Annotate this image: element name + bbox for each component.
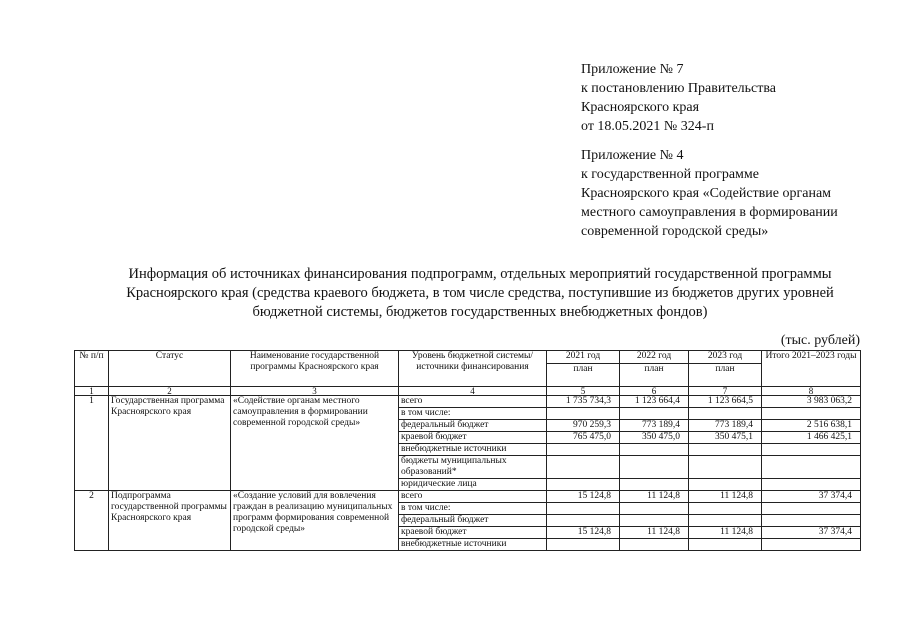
value-2022-cell: 1 123 664,4 xyxy=(620,396,689,408)
value-total-cell xyxy=(762,479,861,491)
value-2021-cell: 15 124,8 xyxy=(547,491,620,503)
column-number: 6 xyxy=(620,387,689,396)
value-2021-cell: 1 735 734,3 xyxy=(547,396,620,408)
appendix-7-line: к постановлению Правительства xyxy=(581,81,777,96)
column-number: 1 xyxy=(75,387,109,396)
value-2021-cell xyxy=(547,456,620,479)
header-plan: план xyxy=(547,364,620,387)
value-2023-cell xyxy=(689,539,762,551)
value-2022-cell xyxy=(620,408,689,420)
row-number: 2 xyxy=(75,491,109,551)
column-number: 7 xyxy=(689,387,762,396)
value-total-cell: 3 983 063,2 xyxy=(762,396,861,408)
budget-level-cell: в том числе: xyxy=(399,503,547,515)
header-total: Итого 2021–2023 годы xyxy=(762,351,861,387)
header-plan: план xyxy=(689,364,762,387)
value-2022-cell: 773 189,4 xyxy=(620,420,689,432)
budget-level-cell: бюджеты муниципальных образований* xyxy=(399,456,547,479)
value-total-cell xyxy=(762,456,861,479)
budget-level-cell: в том числе: xyxy=(399,408,547,420)
value-2023-cell xyxy=(689,408,762,420)
appendix-4-line: Красноярского края «Содействие органам xyxy=(581,186,832,201)
value-2022-cell xyxy=(620,479,689,491)
value-2023-cell: 773 189,4 xyxy=(689,420,762,432)
value-total-cell xyxy=(762,539,861,551)
value-2023-cell xyxy=(689,515,762,527)
header-name: Наименование государственной программы Красноярского края xyxy=(231,351,399,387)
budget-level-cell: всего xyxy=(399,491,547,503)
appendix-4-line: к государственной программе xyxy=(581,167,759,182)
header-plan: план xyxy=(620,364,689,387)
value-total-cell xyxy=(762,444,861,456)
row-status: Государственная программа Красноярского края xyxy=(109,396,231,491)
value-2021-cell xyxy=(547,539,620,551)
header-2022: 2022 год xyxy=(620,351,689,364)
value-2021-cell: 765 475,0 xyxy=(547,432,620,444)
value-2022-cell xyxy=(620,444,689,456)
value-2021-cell xyxy=(547,444,620,456)
value-total-cell: 37 374,4 xyxy=(762,491,861,503)
value-total-cell xyxy=(762,515,861,527)
appendix-7-block xyxy=(581,60,776,136)
value-2022-cell: 11 124,8 xyxy=(620,491,689,503)
budget-level-cell: внебюджетные источники xyxy=(399,444,547,456)
budget-level-cell: всего xyxy=(399,396,547,408)
value-2021-cell xyxy=(547,503,620,515)
header-level: Уровень бюджетной системы/источники финансирования xyxy=(399,351,547,387)
value-2022-cell xyxy=(620,539,689,551)
budget-level-cell: юридические лица xyxy=(399,479,547,491)
value-2022-cell xyxy=(620,503,689,515)
value-2022-cell xyxy=(620,456,689,479)
header-status: Статус xyxy=(109,351,231,387)
value-2023-cell xyxy=(689,479,762,491)
header-2021: 2021 год xyxy=(547,351,620,364)
value-total-cell: 1 466 425,1 xyxy=(762,432,861,444)
value-total-cell: 2 516 638,1 xyxy=(762,420,861,432)
budget-level-cell: федеральный бюджет xyxy=(399,515,547,527)
value-2022-cell: 11 124,8 xyxy=(620,527,689,539)
value-2021-cell xyxy=(547,408,620,420)
value-2023-cell: 350 475,1 xyxy=(689,432,762,444)
row-number: 1 xyxy=(75,396,109,491)
appendix-4-line: Приложение № 4 xyxy=(581,148,684,163)
value-2023-cell xyxy=(689,444,762,456)
value-2022-cell: 350 475,0 xyxy=(620,432,689,444)
title-line: Красноярского края (средства краевого бюджета, в том числе средства, поступившие из бюджетов других уровней xyxy=(126,285,834,301)
row-program-name: «Содействие органам местного самоуправления в формировании современной городской среды» xyxy=(231,396,399,491)
value-2023-cell: 1 123 664,5 xyxy=(689,396,762,408)
appendix-7-line: Приложение № 7 xyxy=(581,62,684,77)
value-2022-cell xyxy=(620,515,689,527)
appendix-4-block xyxy=(581,146,838,241)
appendix-4-line: местного самоуправления в формировании xyxy=(581,205,838,220)
header-2023: 2023 год xyxy=(689,351,762,364)
value-total-cell xyxy=(762,503,861,515)
appendix-7-line: Красноярского края xyxy=(581,100,700,115)
value-2021-cell xyxy=(547,515,620,527)
header-num: № п/п xyxy=(75,351,109,387)
budget-level-cell: федеральный бюджет xyxy=(399,420,547,432)
title-line: Информация об источниках финансирования подпрограмм, отдельных мероприятий государственной программы xyxy=(128,266,832,282)
row-program-name: «Создание условий для вовлечения граждан в реализацию муниципальных программ формирования современной городской среды» xyxy=(231,491,399,551)
units-label: (тыс. рублей) xyxy=(780,333,860,348)
budget-level-cell: краевой бюджет xyxy=(399,432,547,444)
value-2021-cell: 15 124,8 xyxy=(547,527,620,539)
budget-level-cell: внебюджетные источники xyxy=(399,539,547,551)
budget-level-cell: краевой бюджет xyxy=(399,527,547,539)
financing-table xyxy=(74,350,861,551)
table-row xyxy=(75,396,861,408)
column-number: 2 xyxy=(109,387,231,396)
appendix-7-line: от 18.05.2021 № 324-п xyxy=(581,119,714,134)
column-number: 3 xyxy=(231,387,399,396)
value-2021-cell: 970 259,3 xyxy=(547,420,620,432)
document-title xyxy=(80,265,880,322)
table-row xyxy=(75,491,861,503)
value-total-cell: 37 374,4 xyxy=(762,527,861,539)
row-status: Подпрограмма государственной программы Красноярского края xyxy=(109,491,231,551)
value-total-cell xyxy=(762,408,861,420)
value-2023-cell: 11 124,8 xyxy=(689,527,762,539)
title-line: бюджетной системы, бюджетов государственных внебюджетных фондов) xyxy=(252,304,708,320)
appendix-4-line: современной городской среды» xyxy=(581,224,769,239)
value-2021-cell xyxy=(547,479,620,491)
value-2023-cell: 11 124,8 xyxy=(689,491,762,503)
column-number: 4 xyxy=(399,387,547,396)
column-number: 8 xyxy=(762,387,861,396)
value-2023-cell xyxy=(689,456,762,479)
column-number: 5 xyxy=(547,387,620,396)
value-2023-cell xyxy=(689,503,762,515)
